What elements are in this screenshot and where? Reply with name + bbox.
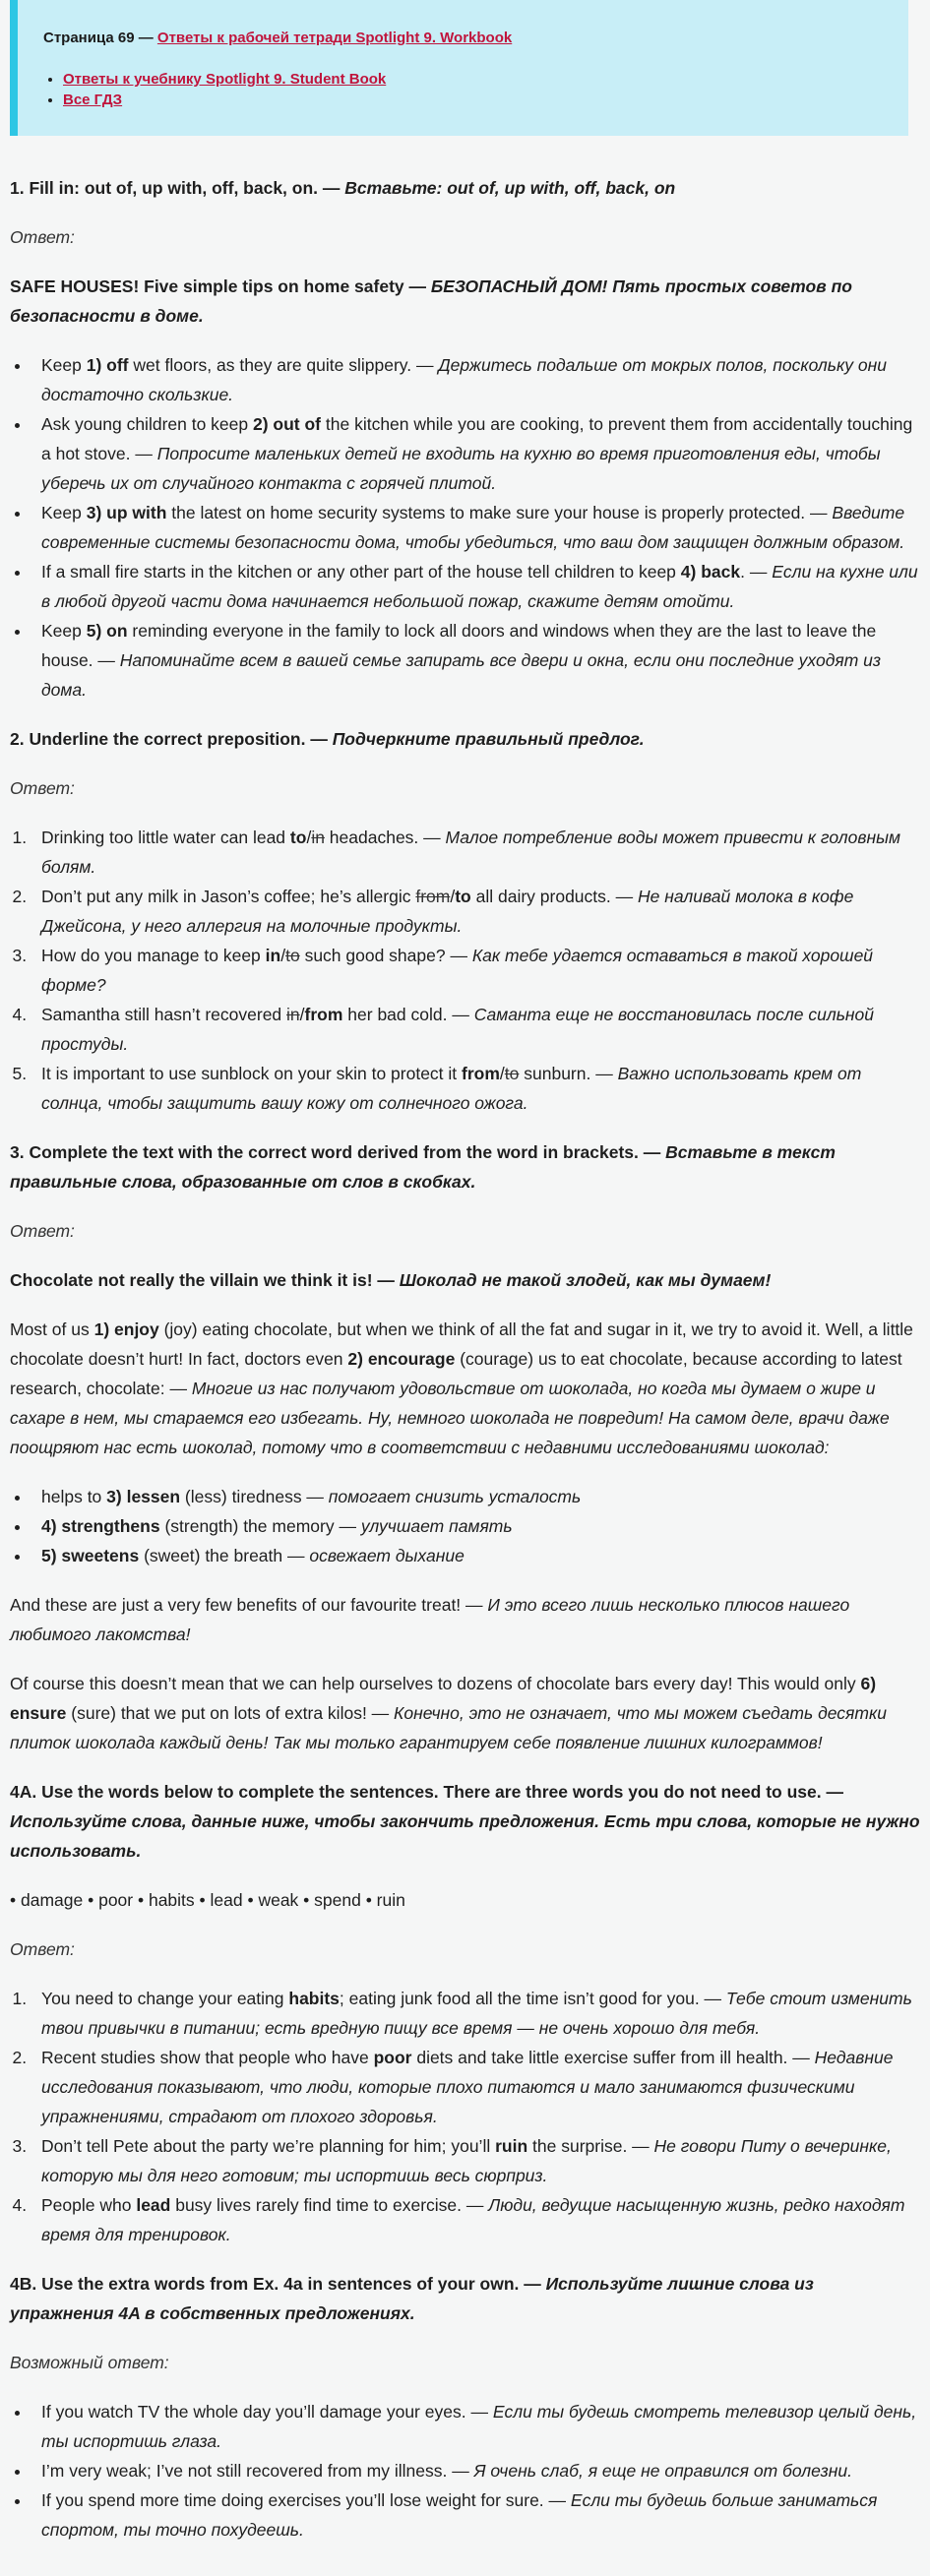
translation-text: И это всего лишь несколько плюсов нашего любимого лакомства!	[10, 1595, 850, 1644]
answer-word: from	[304, 1005, 343, 1024]
exercise-4a-title	[10, 1777, 920, 1866]
answer-word: ruin	[495, 2136, 528, 2156]
list-item	[31, 941, 920, 1000]
list-item	[31, 409, 920, 498]
exercise-title-en: 4B. Use the extra words from Ex. 4a in sentences of your own. —	[10, 2274, 546, 2294]
list-item	[31, 882, 920, 941]
exercise-title-en: 1. Fill in: out of, up with, off, back, on. —	[10, 178, 345, 198]
translation-text: Я очень слаб, я еще не оправился от болезни.	[473, 2461, 853, 2481]
subtitle-ru: БЕЗОПАСНЫЙ ДОМ! Пять простых советов по безопасности в доме.	[10, 276, 852, 326]
exercise-2-list	[10, 823, 920, 1118]
translation-text: Саманта еще не восстановилась после сильной простуды.	[41, 1005, 875, 1054]
exercise-title-ru: Подчеркните правильный предлог.	[332, 729, 645, 749]
list-item	[31, 823, 920, 882]
translation-text: освежает дыхание	[309, 1546, 465, 1565]
exercise-title-en: 2. Underline the correct preposition. —	[10, 729, 333, 749]
list-item	[31, 616, 920, 705]
exercise-1-list	[10, 350, 920, 705]
list-item	[31, 1511, 920, 1541]
exercise-title-en: 3. Complete the text with the correct word derived from the word in brackets. —	[10, 1142, 666, 1162]
text-segment: . —	[740, 562, 773, 582]
answer-word: 4) strengthens	[41, 1516, 160, 1536]
crossed-out-option: in	[311, 828, 325, 847]
translation-text: Если на кухне или в любой другой части дома начинается небольшой пожар, скажите детям отойти.	[41, 562, 918, 611]
text-segment: diets and take little exercise suffer from ill health. —	[411, 2048, 815, 2067]
crossed-out-option: in	[286, 1005, 300, 1024]
paragraph	[10, 1590, 920, 1649]
text-segment: Don’t put any milk in Jason’s coffee; he’s allergic	[41, 887, 416, 906]
answer-word: lead	[136, 2195, 171, 2215]
subtitle-en: SAFE HOUSES! Five simple tips on home safety —	[10, 276, 431, 296]
exercise-title-ru: Вставьте: out of, up with, off, back, on	[344, 178, 676, 198]
answer-word: 2) encourage	[347, 1349, 456, 1369]
list-item	[31, 1482, 920, 1511]
list-item	[63, 90, 908, 110]
answer-word: poor	[373, 2048, 412, 2067]
translation-text: Введите современные системы безопасности дома, чтобы убедиться, что ваш дом защищен должным образом.	[41, 503, 905, 552]
text-segment: (less) tiredness —	[180, 1487, 329, 1506]
answer-word: 2) out of	[253, 414, 322, 434]
text-segment: How do you manage to keep	[41, 946, 266, 965]
crossed-out-option: from	[415, 887, 451, 906]
exercise-4b-title	[10, 2269, 920, 2328]
subtitle-ru: Шоколад не такой злодей, как мы думаем!	[399, 1270, 772, 1290]
exercise-4a-list	[10, 1984, 920, 2249]
text-segment: Of course this doesn’t mean that we can help ourselves to dozens of chocolate bars every day! This would only	[10, 1674, 861, 1693]
answer-word: 1) off	[86, 355, 129, 375]
answer-label: Ответ:	[10, 227, 75, 247]
translation-text: Если ты будешь больше заниматься спортом, ты точно похудеешь.	[41, 2490, 878, 2540]
text-segment: (sweet) the breath —	[139, 1546, 310, 1565]
answer-word: 3) lessen	[106, 1487, 181, 1506]
text-segment: the latest on home security systems to make sure your house is properly protected. —	[166, 503, 833, 522]
answer-word: 4) back	[680, 562, 741, 582]
paragraph	[10, 1669, 920, 1757]
exercise-2-title	[10, 724, 920, 754]
list-item	[31, 2190, 920, 2249]
answer-word: 1) enjoy	[93, 1319, 159, 1339]
text-segment: helps to	[41, 1487, 107, 1506]
text-segment: her bad cold. —	[342, 1005, 474, 1024]
text-segment: wet floors, as they are quite slippery. —	[128, 355, 439, 375]
text-segment: If you spend more time doing exercises you’ll lose weight for sure. —	[41, 2490, 571, 2510]
answer-label: Ответ:	[10, 1939, 75, 1959]
text-segment: If you watch TV the whole day you’ll damage your eyes. —	[41, 2402, 493, 2422]
text-segment: the surprise. —	[527, 2136, 654, 2156]
list-item	[31, 2043, 920, 2131]
translation-text: помогает снизить усталость	[328, 1487, 582, 1506]
translation-text: улучшает память	[360, 1516, 513, 1536]
text-subtitle	[10, 272, 920, 331]
translation-text: Не наливай молока в кофе Джейсона, у него аллергия на молочные продукты.	[41, 887, 854, 936]
list-item	[31, 498, 920, 557]
crossed-out-option: to	[285, 946, 300, 965]
translation-text: Недавние исследования показывают, что люди, которые плохо питаются и мало занимаются физическими упражнениями, страдают от плохого здоровья.	[41, 2048, 894, 2126]
translation-text: Малое потребление воды может привести к головным болям.	[41, 828, 900, 877]
text-segment: And these are just a very few benefits of our favourite treat! —	[10, 1595, 488, 1615]
text-segment: Drinking too little water can lead	[41, 828, 290, 847]
text-segment: reminding everyone in the family to lock all doors and windows when they are the last to leave the house. —	[41, 621, 877, 670]
text-segment: Keep	[41, 621, 87, 641]
list-item	[31, 2456, 920, 2485]
list-item	[31, 2485, 920, 2545]
text-segment: Recent studies show that people who have	[41, 2048, 374, 2067]
translation-text: Конечно, это не означает, что мы можем съедать десятки плиток шоколада каждый день! Так мы только гарантируем себе появление лишних килограммов!	[10, 1703, 887, 1752]
paragraph	[10, 1315, 920, 1462]
translation-text: Не говори Питу о вечеринке, которую мы для него готовим; ты испортишь весь сюрприз.	[41, 2136, 892, 2185]
text-segment: I’m very weak; I’ve not still recovered from my illness. —	[41, 2461, 474, 2481]
translation-text: Как тебе удается оставаться в такой хорошей форме?	[41, 946, 874, 995]
text-segment: /	[280, 946, 286, 965]
student-book-link[interactable]: Ответы к учебнику Spotlight 9. Student Book	[63, 71, 387, 88]
related-links-box	[10, 0, 908, 136]
list-item	[31, 1059, 920, 1118]
all-gdz-link[interactable]: Все ГДЗ	[63, 92, 123, 108]
text-segment: (joy) eating chocolate, but when we think of all the fat and sugar in it, we try to avoid it. Well, a little chocolate doesn’t hurt! In fact, doctors even	[10, 1319, 913, 1369]
list-item	[31, 2397, 920, 2456]
exercise-3-title	[10, 1137, 920, 1196]
answer-word: from	[462, 1064, 500, 1083]
answer-word: habits	[288, 1989, 340, 2008]
answer-word: 5) sweetens	[41, 1546, 140, 1565]
answer-word: to	[455, 887, 471, 906]
translation-text: Многие из нас получают удовольствие от шоколада, но когда мы думаем о жире и сахаре в нем, мы стараемся его избегать. Ну, немного шоколада не повредит! На самом деле, врачи даже поощряют нас есть шоколад, потому что в соответствии с недавними исследованиями шоколад:	[10, 1379, 890, 1457]
text-segment: all dairy products. —	[470, 887, 638, 906]
exercise-title-ru: Используйте лишние слова из упражнения 4A в собственных предложениях.	[10, 2274, 814, 2323]
text-segment: /	[499, 1064, 505, 1083]
text-segment: Most of us	[10, 1319, 94, 1339]
list-item	[31, 1541, 920, 1570]
text-segment: headaches. —	[324, 828, 446, 847]
text-segment: /	[306, 828, 312, 847]
answer-word: 6) ensure	[10, 1674, 877, 1723]
text-segment: People who	[41, 2195, 137, 2215]
text-segment: Keep	[41, 355, 87, 375]
translation-text: Тебе стоит изменить твои привычки в питании; есть вредную пищу все время — не очень хорошо для тебя.	[41, 1989, 912, 2038]
answer-word: 5) on	[86, 621, 128, 641]
answer-label: Ответ:	[10, 778, 75, 798]
answer-word: 3) up with	[86, 503, 167, 522]
workbook-answers-link[interactable]: Ответы к рабочей тетради Spotlight 9. Workbook	[156, 30, 513, 46]
text-segment: If a small fire starts in the kitchen or any other part of the house tell children to keep	[41, 562, 681, 582]
text-segment: ; eating junk food all the time isn’t good for you. —	[339, 1989, 726, 2008]
answer-word: in	[265, 946, 281, 965]
text-segment: /	[299, 1005, 305, 1024]
answer-label: Возможный ответ:	[10, 2353, 169, 2372]
text-segment: You need to change your eating	[41, 1989, 289, 2008]
answer-word: to	[289, 828, 307, 847]
crossed-out-option: to	[504, 1064, 520, 1083]
list-item	[31, 350, 920, 409]
exercise-4b-list	[10, 2397, 920, 2545]
text-segment: (courage) us to eat chocolate, because according to latest research, chocolate: —	[10, 1349, 902, 1398]
translation-text: Держитесь подальше от мокрых полов, поскольку они достаточно скользкие.	[41, 355, 887, 404]
links-list	[43, 69, 908, 110]
text-segment: Samantha still hasn’t recovered	[41, 1005, 287, 1024]
content	[10, 136, 920, 2545]
list-item	[31, 557, 920, 616]
exercise-title-ru: Вставьте в текст правильные слова, образованные от слов в скобках.	[10, 1142, 836, 1192]
text-segment: busy lives rarely find time to exercise. —	[170, 2195, 489, 2215]
text-segment: such good shape? —	[299, 946, 472, 965]
translation-text: Если ты будешь смотреть телевизор целый день, ты испортишь глаза.	[41, 2402, 917, 2451]
list-item	[31, 1000, 920, 1059]
text-segment: /	[450, 887, 456, 906]
text-segment: Keep	[41, 503, 87, 522]
text-segment: (sure) that we put on lots of extra kilos! —	[66, 1703, 395, 1723]
text-segment: the kitchen while you are cooking, to prevent them from accidentally touching a hot stove. —	[41, 414, 913, 463]
page-label: Страница 69 —	[43, 30, 157, 46]
translation-text: Попросите маленьких детей не входить на кухню во время приготовления еды, чтобы уберечь их от случайного контакта с горячей плитой.	[41, 444, 881, 493]
translation-text: Важно использовать крем от солнца, чтобы защитить вашу кожу от солнечного ожога.	[41, 1064, 862, 1113]
word-bank: • damage • poor • habits • lead • weak • spend • ruin	[10, 1890, 405, 1910]
subtitle-en: Chocolate not really the villain we think it is! —	[10, 1270, 400, 1290]
text-segment: Don’t tell Pete about the party we’re planning for him; you’ll	[41, 2136, 496, 2156]
translation-text: Напоминайте всем в вашей семье запирать все двери и окна, если они последние уходят из дома.	[41, 650, 882, 700]
exercise-3-list	[10, 1482, 920, 1570]
text-subtitle	[10, 1265, 920, 1295]
text-segment: (strength) the memory —	[159, 1516, 361, 1536]
exercise-title-en: 4A. Use the words below to complete the sentences. There are three words you do not need to use. —	[10, 1782, 843, 1802]
text-segment: sunburn. —	[519, 1064, 618, 1083]
list-item	[31, 1984, 920, 2043]
list-item	[31, 2131, 920, 2190]
list-item	[63, 69, 908, 90]
exercise-1-title	[10, 173, 920, 203]
text-segment: It is important to use sunblock on your skin to protect it	[41, 1064, 463, 1083]
text-segment: Ask young children to keep	[41, 414, 253, 434]
answer-label: Ответ:	[10, 1221, 75, 1241]
page-header-line	[43, 26, 908, 51]
exercise-title-ru: Используйте слова, данные ниже, чтобы закончить предложения. Есть три слова, которые не нужно использовать.	[10, 1811, 920, 1861]
translation-text: Люди, ведущие насыщенную жизнь, редко находят время для тренировок.	[41, 2195, 905, 2244]
